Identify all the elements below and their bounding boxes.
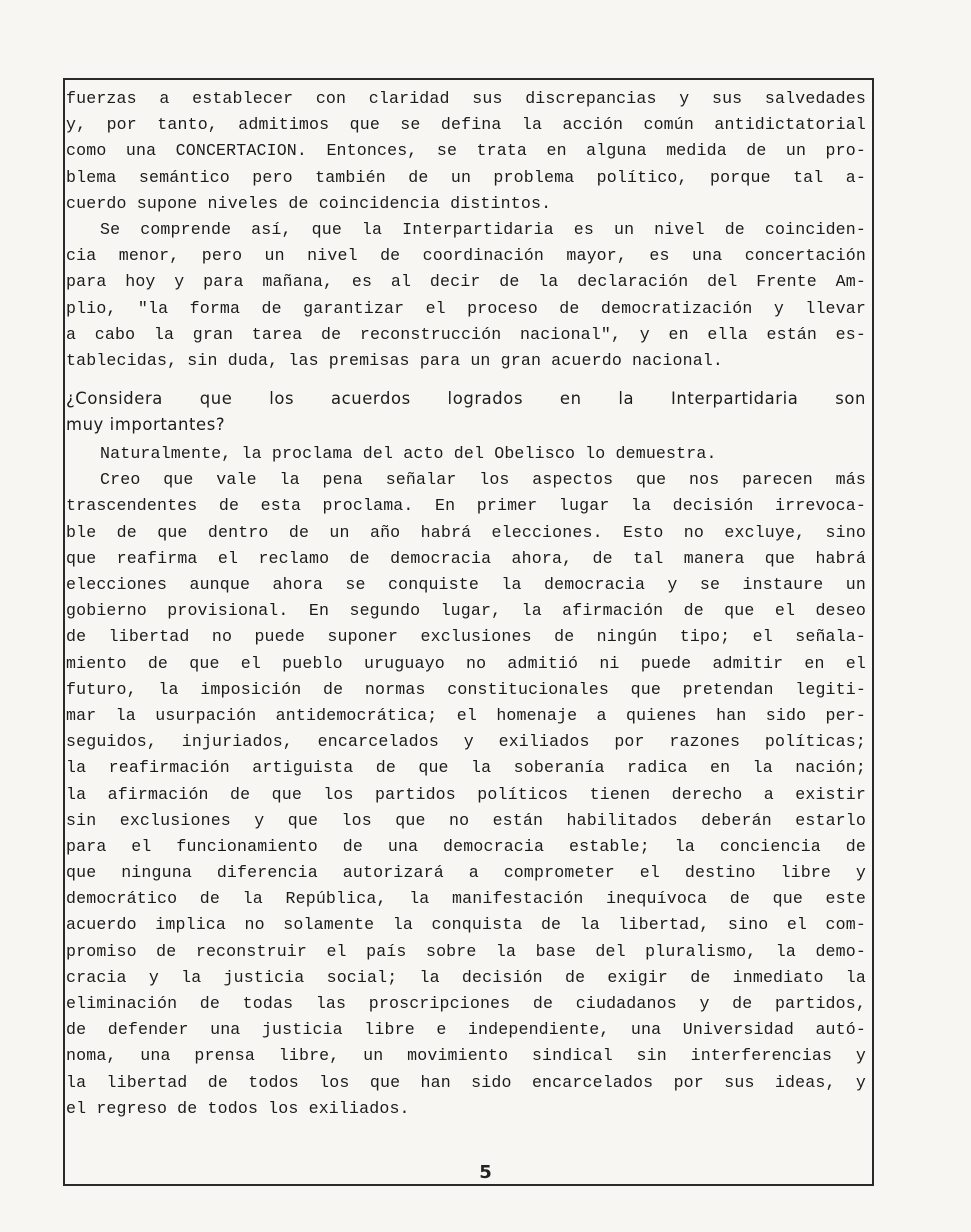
text-line: promiso de reconstruir el país sobre la base del pluralismo, la demo- — [66, 941, 866, 961]
text-line: tablecidas, sin duda, las premisas para un gran acuerdo nacional. — [66, 350, 724, 370]
text-line: Naturalmente, la proclama del acto del Obelisco lo demuestra. — [100, 444, 717, 464]
question-line: ¿Considera que los acuerdos logrados en la Interpartidaria son — [66, 389, 866, 409]
text-line: que ninguna diferencia autorizará a comprometer el destino libre y — [66, 863, 866, 883]
text-line: seguidos, injuriados, encarcelados y exiliados por razones políticas; — [66, 732, 866, 752]
text-line: fuerzas a establecer con claridad sus discrepancias y sus salvedades — [66, 89, 866, 108]
interview-question — [66, 386, 866, 438]
text-line: ble de que dentro de un año habrá elecciones. Esto no excluye, sino — [66, 522, 866, 542]
text-line: de libertad no puede suponer exclusiones de ningún tipo; el señala- — [66, 627, 866, 647]
text-line: a cabo la gran tarea de reconstrucción nacional", y en ella están es- — [66, 324, 866, 344]
paragraph-2 — [66, 217, 866, 374]
text-line: mar la usurpación antidemocrática; el homenaje a quienes han sido per- — [66, 705, 866, 725]
text-line: miento de que el pueblo uruguayo no admitió ni puede admitir en el — [66, 653, 866, 673]
text-line: como una CONCERTACION. Entonces, se trata en alguna medida de un pro- — [66, 141, 866, 161]
text-line: futuro, la imposición de normas constitucionales que pretendan legiti- — [66, 679, 866, 699]
paragraph-1 — [66, 86, 866, 217]
text-line: sin exclusiones y que los que no están habilitados deberán estarlo — [66, 810, 866, 830]
answer-paragraph-2 — [66, 467, 866, 1122]
question-line: muy importantes? — [66, 415, 226, 435]
text-line: la libertad de todos los que han sido encarcelados por sus ideas, y — [66, 1072, 866, 1092]
text-line: trascendentes de esta proclama. En primer lugar la decisión irrevoca- — [66, 496, 866, 516]
text-line: noma, una prensa libre, un movimiento sindical sin interferencias y — [66, 1046, 866, 1066]
text-line: cuerdo supone niveles de coincidencia distintos. — [66, 193, 552, 213]
text-line: cia menor, pero un nivel de coordinación mayor, es una concertación — [66, 246, 866, 266]
text-line: de defender una justicia libre e independiente, una Universidad autó- — [66, 1020, 866, 1040]
text-line: la afirmación de que los partidos políticos tienen derecho a existir — [66, 784, 866, 804]
text-line: blema semántico pero también de un problema político, porque tal a- — [66, 167, 866, 187]
text-line: Se comprende así, que la Interpartidaria es un nivel de coinciden- — [100, 219, 866, 239]
page-number: 5 — [479, 1162, 492, 1183]
text-line: el regreso de todos los exiliados. — [66, 1098, 410, 1118]
answer-paragraph-1 — [66, 441, 866, 467]
text-line: que reafirma el reclamo de democracia ahora, de tal manera que habrá — [66, 548, 866, 568]
text-line: cracia y la justicia social; la decisión de exigir de inmediato la — [66, 967, 866, 987]
text-line: acuerdo implica no solamente la conquista de la libertad, sino el com- — [66, 915, 866, 935]
text-line: plio, "la forma de garantizar el proceso de democratización y llevar — [66, 298, 866, 318]
text-line: la reafirmación artiguista de que la soberanía radica en la nación; — [66, 758, 866, 778]
text-line: democrático de la República, la manifestación inequívoca de que este — [66, 889, 866, 909]
text-line: gobierno provisional. En segundo lugar, la afirmación de que el deseo — [66, 601, 866, 621]
text-line: Creo que vale la pena señalar los aspectos que nos parecen más — [100, 470, 866, 490]
text-line: eliminación de todas las proscripciones de ciudadanos y de partidos, — [66, 994, 866, 1013]
text-line: elecciones aunque ahora se conquiste la democracia y se instaure un — [66, 575, 866, 594]
text-line: y, por tanto, admitimos que se defina la acción común antidictatorial — [66, 115, 866, 135]
document-body — [66, 86, 866, 1122]
text-line: para hoy y para mañana, es al decir de la declaración del Frente Am- — [66, 272, 866, 292]
text-line: para el funcionamiento de una democracia estable; la conciencia de — [66, 836, 866, 856]
